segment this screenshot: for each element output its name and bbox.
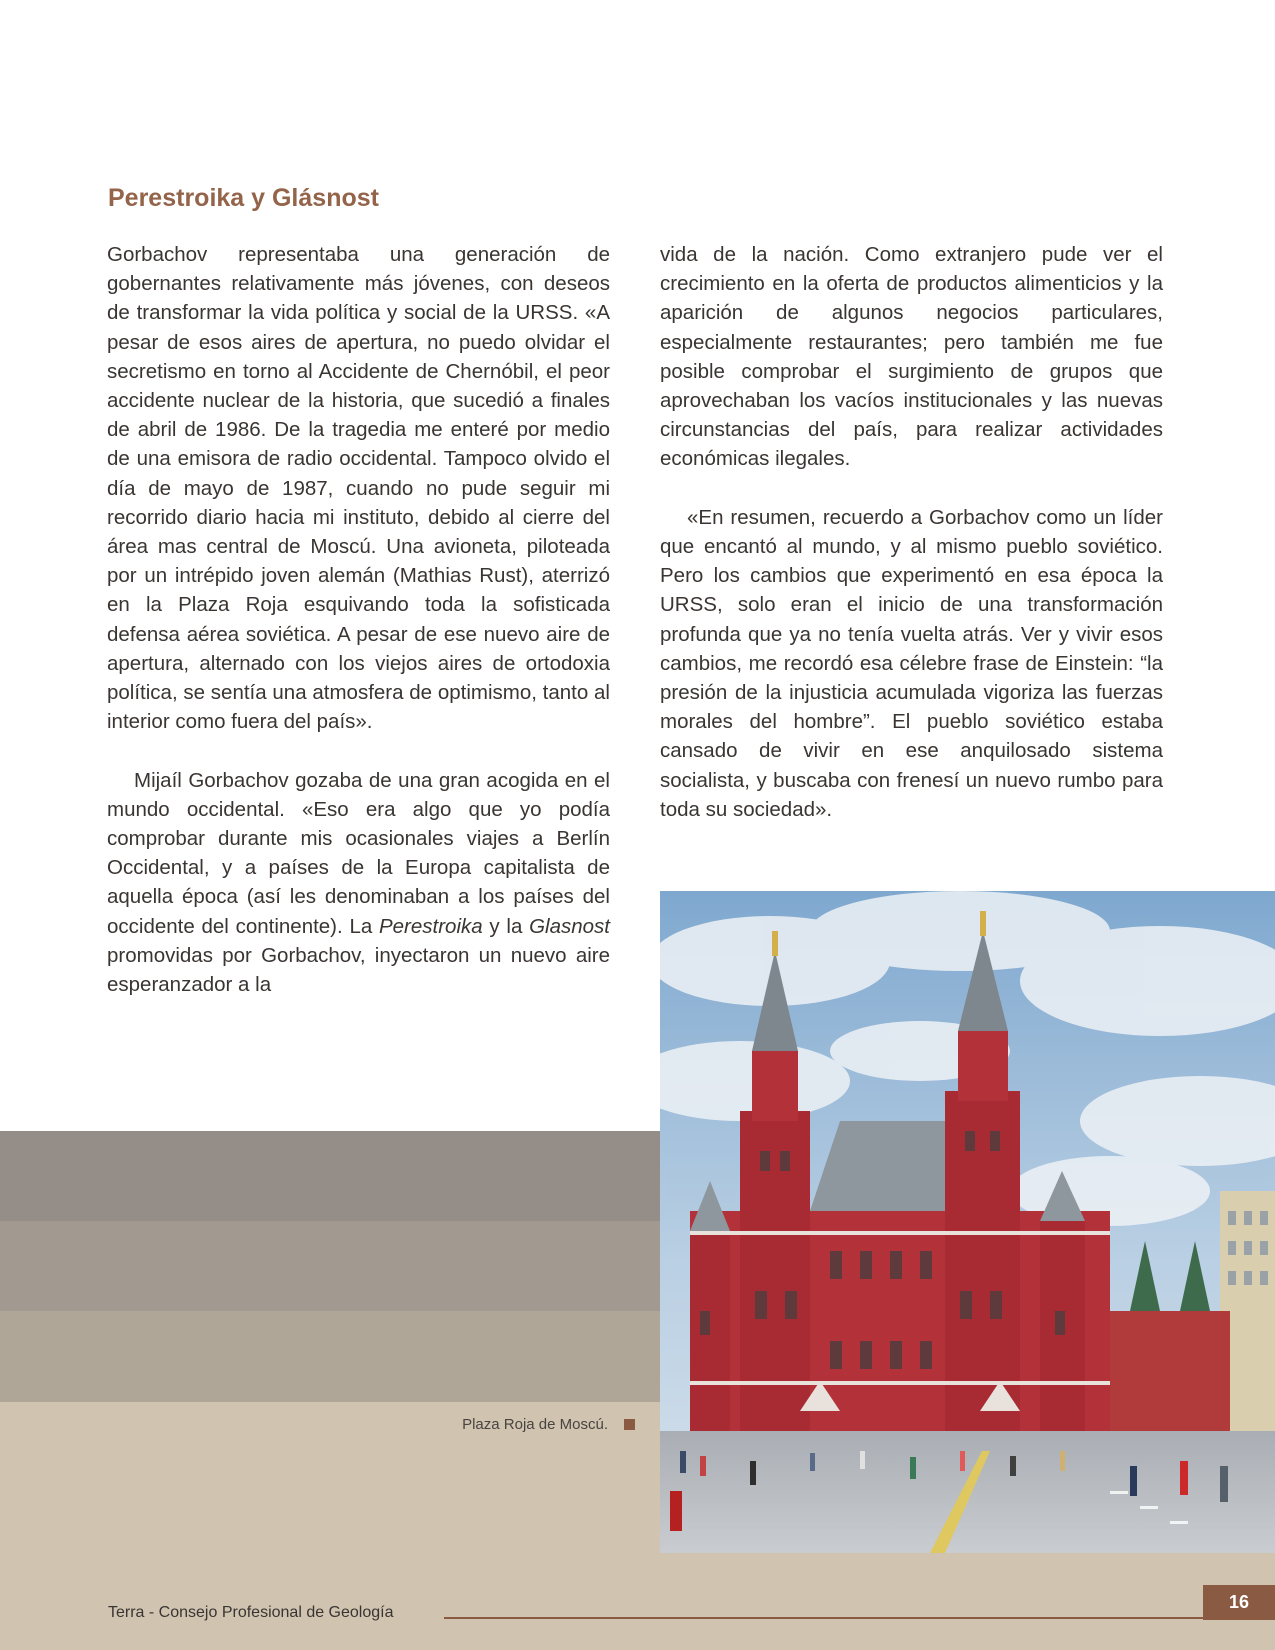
red-square-photo: [660, 891, 1275, 1553]
footer-rule: [444, 1617, 1203, 1619]
left-column: [107, 240, 610, 1028]
footer-publication: Terra - Consejo Profesional de Geología: [108, 1604, 394, 1621]
right-paragraph-1: vida de la nación. Como extranjero pude ver el crecimiento en la oferta de productos alimenticios y la aparición de algunos negocios particulares, especialmente restaurantes; pero también me fue posible comprobar el surgimiento de grupos que aprovechaban los vacíos institucionales y las nuevas circunstancias del país, para realizar actividades económicas ilegales.: [660, 243, 1163, 471]
photo-caption: Plaza Roja de Moscú.: [462, 1416, 608, 1433]
page-number: 16: [1203, 1585, 1275, 1620]
text-run: y la: [482, 914, 530, 938]
right-column: [660, 240, 1163, 853]
text-run: promovidas por Gorbachov, inyectaron un nuevo aire esperanzador a la: [107, 943, 610, 997]
left-paragraph-1: Gorbachov representaba una generación de gobernantes relativamente más jóvenes, con deseos de transformar la vida política y social de la URSS. «A pesar de esos aires de apertura, no puedo olvidar el secretismo en torno al Accidente de Chernóbil, el peor accidente nuclear de la historia, que sucedió a finales de abril de 1986. De la tragedia me enteré por medio de una emisora de radio occidental. Tampoco olvido el día de mayo de 1987, cuando no pude seguir mi recorrido diario hacia mi instituto, debido al cierre del área mas central de Moscú. Una avioneta, piloteada por un intrépido joven alemán (Mathias Rust), aterrizó en la Plaza Roja esquivando toda la sofisticada defensa aérea soviética. A pesar de ese nuevo aire de apertura, alternado con los viejos aires de ortodoxia política, se sentía una atmosfera de optimismo, tanto al interior como fuera del país».: [107, 243, 610, 734]
italic-term-glasnost: Glasnost: [529, 914, 610, 938]
text-run: Mijaíl Gorbachov gozaba de una gran acogida en el mundo occidental. «Eso era algo que yo podía comprobar durante mis ocasionales viajes a Berlín Occidental, y a países de la Europa capitalista de aquella época (así les denominaban a los países del occidente del continente). La: [107, 768, 610, 938]
state-history-museum-illustration: [660, 891, 1275, 1553]
section-title: Perestroika y Glásnost: [108, 184, 379, 212]
caption-square-icon: [624, 1419, 635, 1430]
right-paragraph-2: «En resumen, recuerdo a Gorbachov como un líder que encantó al mundo, y al mismo pueblo soviético. Pero los cambios que experimentó en esa época la URSS, solo eran el inicio de una transformación profunda que ya no tenía vuelta atrás. Ver y vivir esos cambios, me recordó esa célebre frase de Einstein: “la presión de la injusticia acumulada vigoriza las fuerzas morales del hombre”. El pueblo soviético estaba cansado de vivir en ese anquilosado sistema socialista, y buscaba con frenesí un nuevo rumbo para toda su sociedad».: [660, 505, 1163, 821]
left-paragraph-2: [107, 766, 610, 1000]
italic-term-perestroika: Perestroika: [378, 914, 483, 938]
